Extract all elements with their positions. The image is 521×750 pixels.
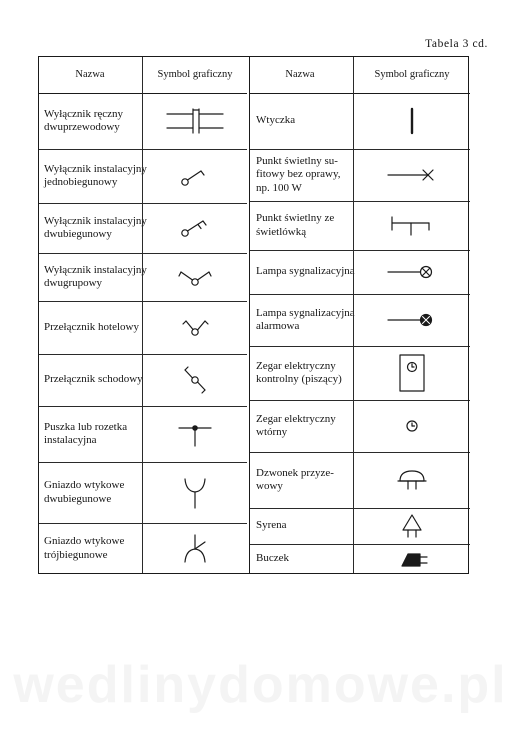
header-symbol: Symbol graficzny [353, 56, 470, 93]
plug-icon [402, 106, 422, 136]
row-name: Wyłącznik ręczny dwuprzewodowy [44, 107, 124, 133]
row-name: Lampa sygnalizacyjna [256, 265, 355, 278]
table-row [38, 523, 247, 574]
watermark: wedlinydomowe.pl [13, 656, 508, 714]
row-symbol [142, 93, 247, 149]
row-symbol [142, 462, 247, 523]
alarm-signal-lamp-icon [384, 310, 440, 330]
signal-lamp-icon [384, 262, 440, 282]
table-row [38, 203, 247, 254]
row-name: Wyłącznik instalacyjny dwubiegunowy [44, 214, 147, 240]
row-name: Gniazdo wtykowe dwubiegunowe [44, 479, 125, 505]
table-row [250, 346, 470, 401]
table-row [38, 93, 247, 150]
table-row [250, 201, 470, 251]
row-symbol [142, 523, 247, 574]
row-name: Przełącznik hotelowy [44, 320, 139, 333]
table-left-half [38, 56, 247, 574]
secondary-clock-icon [402, 416, 422, 436]
row-symbol [353, 294, 470, 346]
header-symbol: Symbol graficzny [142, 56, 247, 93]
row-name: Dzwonek przyzewowy [256, 466, 334, 492]
table-caption: Tabela 3 cd. [425, 38, 488, 50]
header-name: Nazwa [285, 69, 315, 80]
header-row [250, 56, 470, 94]
row-symbol [353, 346, 470, 400]
row-name: Punkt świetlny sufitowy bez oprawy, np. 100 W [256, 154, 341, 194]
table-row [250, 508, 470, 545]
row-symbol [142, 149, 247, 203]
row-name: Zegar elektryczny wtórny [256, 412, 336, 438]
row-symbol [353, 93, 470, 149]
row-name: Buczek [256, 552, 289, 565]
row-symbol [353, 250, 470, 294]
siren-icon [397, 512, 427, 540]
row-name: Puszka lub rozetka instalacyjna [44, 420, 128, 446]
row-name: Lampa sygnalizacyjna alarmowa [256, 306, 355, 332]
row-name: Przełącznik schodowy [44, 373, 143, 386]
table-row [250, 93, 470, 150]
three-pole-socket-icon [175, 532, 215, 566]
row-name: Wyłącznik instalacyjny dwugrupowy [44, 263, 147, 289]
row-name: Gniazdo wtykowe trójbiegunowe [44, 535, 125, 561]
row-name: Wyłącznik instalacyjny jednobiegunowy [44, 162, 147, 188]
table-row [250, 400, 470, 453]
table-row [38, 406, 247, 463]
fluorescent-light-icon [387, 213, 437, 239]
junction-box-icon [175, 419, 215, 449]
row-symbol [142, 253, 247, 301]
table-row [38, 149, 247, 204]
row-symbol [142, 203, 247, 253]
ceiling-light-point-icon [384, 165, 440, 185]
table-row [38, 462, 247, 524]
two-group-switch-icon [173, 264, 217, 290]
table-right-half [249, 56, 470, 574]
row-name: Punkt świetlny ze świetlówką [256, 212, 335, 238]
row-symbol [353, 400, 470, 452]
row-symbol [353, 452, 470, 508]
manual-switch-icon [165, 105, 225, 137]
symbol-table [38, 56, 469, 574]
buzzer-icon [394, 548, 430, 570]
row-symbol [353, 544, 470, 574]
table-row [38, 253, 247, 302]
double-pole-switch-icon [175, 213, 215, 243]
row-name: Zegar elektryczny kontrolny (piszący) [256, 359, 342, 385]
table-row [250, 250, 470, 295]
recording-clock-icon [397, 353, 427, 393]
row-symbol [142, 354, 247, 406]
row-symbol [353, 508, 470, 544]
staircase-switch-icon [175, 363, 215, 397]
table-row [38, 354, 247, 407]
row-name: Syrena [256, 519, 287, 532]
hotel-switch-icon [175, 313, 215, 343]
table-row [250, 452, 470, 509]
row-symbol [353, 149, 470, 201]
row-name: Wtyczka [256, 114, 296, 127]
row-symbol [353, 201, 470, 250]
row-symbol [142, 406, 247, 462]
table-row [38, 301, 247, 355]
bell-icon [394, 467, 430, 493]
table-row [250, 149, 470, 202]
row-symbol [142, 301, 247, 354]
two-pole-socket-icon [175, 476, 215, 510]
header-name: Nazwa [75, 69, 105, 80]
table-row [250, 294, 470, 347]
single-pole-switch-icon [175, 161, 215, 191]
header-row [38, 56, 247, 94]
table-row [250, 544, 470, 574]
